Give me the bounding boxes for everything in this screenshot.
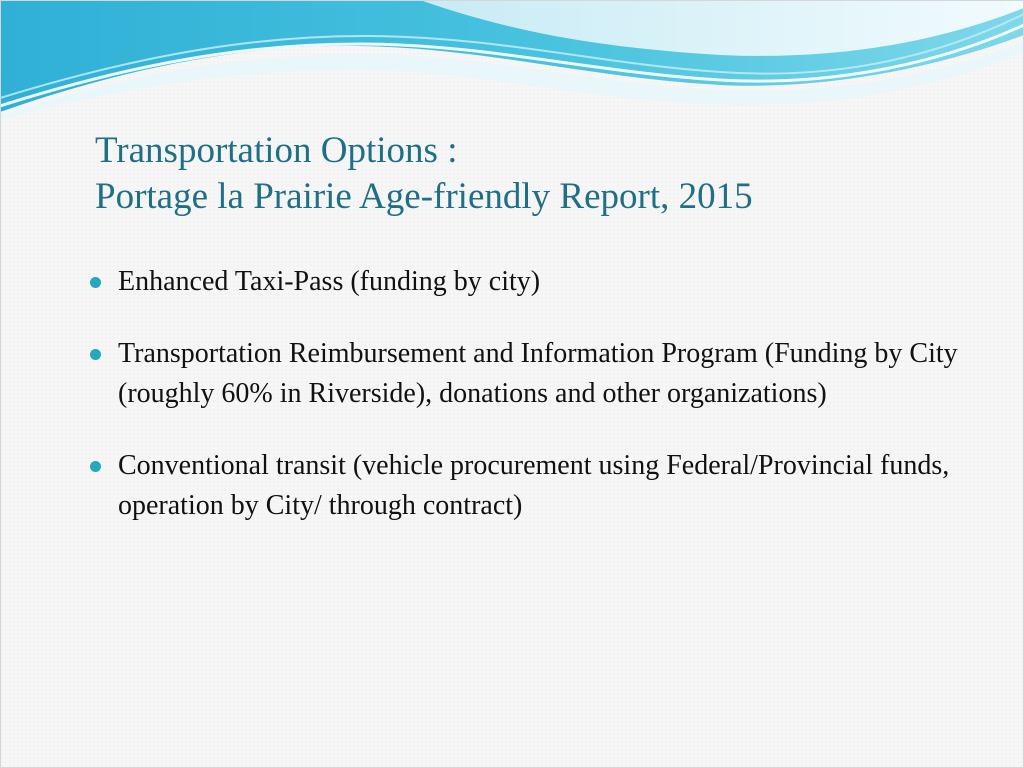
bullet-text-2: Transportation Reimbursement and Information Program (Funding by City (roughly 60% in Riverside), donations and other organizations) bbox=[118, 338, 958, 409]
bullet-text-1: Enhanced Taxi-Pass (funding by city) bbox=[118, 266, 541, 297]
bullet-text-3: Conventional transit (vehicle procurement using Federal/Provincial funds, operation by City/ through contract) bbox=[118, 450, 950, 521]
slide-title-line-2: Portage la Prairie Age-friendly Report, 2015 bbox=[95, 176, 753, 217]
slide-title-line-1: Transportation Options : bbox=[95, 130, 458, 171]
